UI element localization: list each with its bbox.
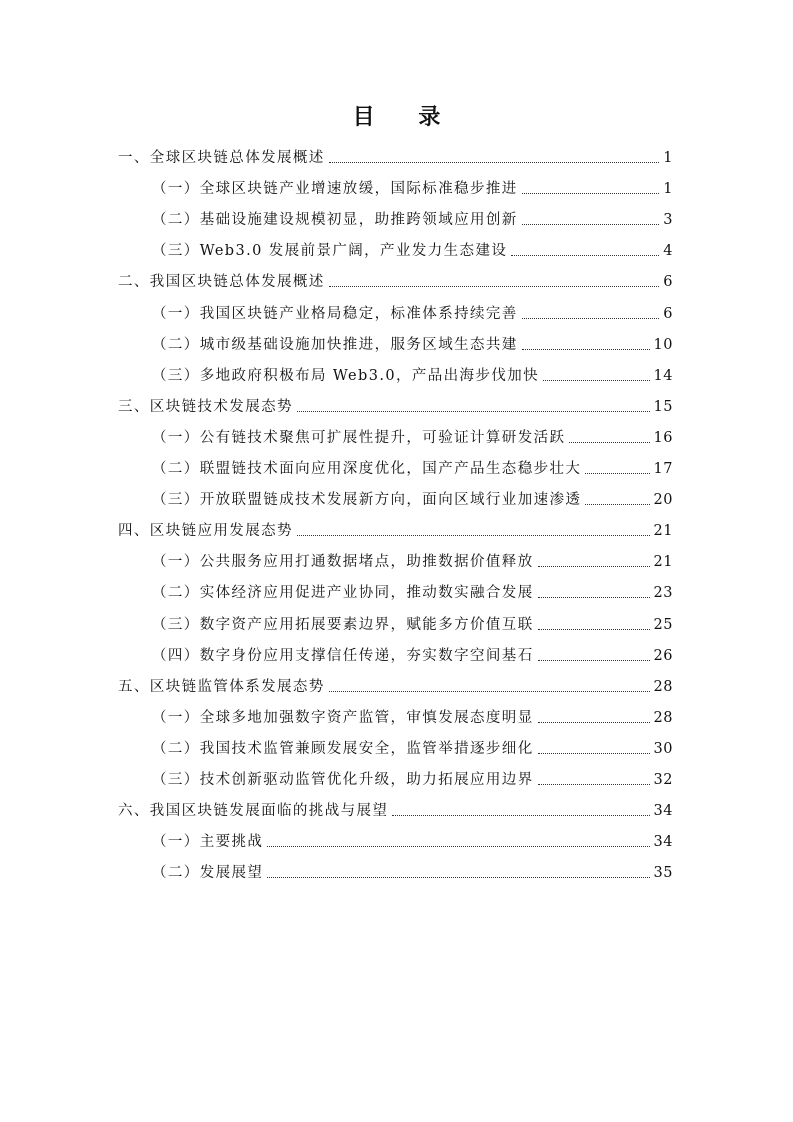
toc-entry-page-number: 3 (663, 212, 673, 229)
toc-entry-label: （二）基础设施建设规模初显，助推跨领域应用创新 (152, 212, 518, 229)
toc-entry-label: （一）全球区块链产业增速放缓，国际标准稳步推进 (152, 181, 518, 198)
toc-entry-page-number: 14 (653, 367, 673, 384)
toc-entry-label: （三）开放联盟链成技术发展新方向，面向区域行业加速渗透 (152, 492, 582, 509)
dot-leader (543, 380, 649, 381)
dot-leader (297, 411, 650, 412)
toc-entry[interactable] (152, 701, 673, 727)
dot-leader (329, 286, 660, 287)
toc-entry-label: （一）全球多地加强数字资产监管，审慎发展态度明显 (152, 709, 534, 726)
toc-entry[interactable] (152, 234, 673, 260)
dot-leader (267, 877, 649, 878)
toc-entry[interactable] (118, 141, 673, 167)
toc-entry-label: （一）公有链技术聚焦可扩展性提升，可验证计算研发活跃 (152, 429, 566, 446)
toc-entry-label: （二）实体经济应用促进产业协同，推动数实融合发展 (152, 585, 534, 602)
toc-entry[interactable] (152, 763, 673, 789)
toc-entry-label: （三）多地政府积极布局 Web3.0，产品出海步伐加快 (152, 367, 540, 384)
toc-entry[interactable] (152, 421, 673, 447)
toc-entry-page-number: 34 (653, 803, 673, 820)
dot-leader (392, 815, 649, 816)
toc-entry-page-number: 30 (653, 740, 673, 757)
toc-entry-page-number: 1 (663, 150, 673, 166)
toc-entry[interactable] (152, 452, 673, 478)
dot-leader (297, 535, 650, 536)
dot-leader (538, 660, 650, 661)
dot-leader (522, 224, 660, 225)
toc-entry-label: （三）技术创新驱动监管优化升级，助力拓展应用边界 (152, 772, 534, 788)
toc-entry-page-number: 35 (653, 865, 673, 882)
toc-entry[interactable] (152, 576, 673, 602)
toc-entry-page-number: 23 (653, 585, 673, 602)
toc-entry-page-number: 21 (653, 523, 673, 540)
page-title: 目 录 (352, 105, 459, 130)
toc-entry[interactable] (152, 856, 673, 882)
toc-entry-page-number: 25 (653, 616, 673, 633)
toc-entry-page-number: 32 (653, 772, 673, 788)
toc-entry[interactable] (152, 297, 673, 323)
dot-leader (511, 255, 659, 256)
toc-entry[interactable] (152, 172, 673, 198)
toc-entry-label: 六、我国区块链发展面临的挑战与展望 (118, 803, 389, 820)
dot-leader (538, 629, 650, 630)
toc-entry[interactable] (118, 390, 673, 416)
dot-leader (538, 566, 650, 567)
dot-leader (538, 722, 650, 723)
toc-entry-page-number: 16 (653, 429, 673, 446)
toc-entry-label: （四）数字身份应用支撑信任传递，夯实数字空间基石 (152, 647, 534, 664)
toc-entry-label: （三）Web3.0 发展前景广阔，产业发力生态建设 (152, 243, 508, 260)
toc-entry-label: 四、区块链应用发展态势 (118, 523, 293, 540)
dot-leader (522, 349, 650, 350)
toc-entry[interactable] (118, 794, 673, 820)
dot-leader (585, 473, 649, 474)
toc-entry-label: （二）城市级基础设施加快推进，服务区域生态共建 (152, 336, 518, 353)
dot-leader (522, 193, 660, 194)
toc-entry-page-number: 34 (653, 834, 673, 851)
toc-entry[interactable] (152, 545, 673, 571)
toc-entry-label: （一）主要挑战 (152, 834, 264, 851)
toc-entry-page-number: 4 (663, 243, 673, 260)
toc-entry[interactable] (152, 328, 673, 354)
toc-entry-page-number: 6 (663, 274, 673, 291)
toc-entry[interactable] (152, 483, 673, 509)
toc-entry-label: 五、区块链监管体系发展态势 (118, 678, 325, 695)
dot-leader (267, 846, 649, 847)
toc-entry[interactable] (152, 203, 673, 229)
dot-leader (538, 753, 650, 754)
dot-leader (522, 318, 660, 319)
toc-entry[interactable] (118, 670, 673, 696)
toc-entry-page-number: 15 (653, 398, 673, 415)
toc-entry-page-number: 21 (653, 554, 673, 571)
toc-entry[interactable] (152, 359, 673, 385)
toc-entry-label: 三、区块链技术发展态势 (118, 398, 293, 415)
toc-entry-page-number: 28 (653, 678, 673, 695)
toc-entry[interactable] (152, 825, 673, 851)
toc-entry-label: （二）联盟链技术面向应用深度优化，国产产品生态稳步壮大 (152, 461, 582, 477)
dot-leader (538, 784, 650, 785)
toc-entry[interactable] (152, 732, 673, 758)
toc-entry-label: （一）我国区块链产业格局稳定，标准体系持续完善 (152, 305, 518, 322)
toc-entry-page-number: 28 (653, 709, 673, 726)
dot-leader (569, 442, 649, 443)
dot-leader (538, 597, 650, 598)
toc-entry-label: （二）发展展望 (152, 865, 264, 882)
dot-leader (329, 162, 660, 163)
toc-entry-label: （三）数字资产应用拓展要素边界，赋能多方价值互联 (152, 616, 534, 633)
toc-entry-page-number: 10 (653, 336, 673, 353)
toc-entry-page-number: 6 (663, 305, 673, 322)
toc-entry-label: （二）我国技术监管兼顾发展安全，监管举措逐步细化 (152, 740, 534, 757)
dot-leader (329, 691, 650, 692)
toc-entry[interactable] (152, 639, 673, 665)
toc-entry[interactable] (152, 608, 673, 634)
toc-entry-page-number: 20 (653, 492, 673, 509)
toc-entry-label: （一）公共服务应用打通数据堵点，助推数据价值释放 (152, 554, 534, 571)
toc-entry[interactable] (118, 514, 673, 540)
toc-entry-page-number: 1 (663, 181, 673, 198)
toc-entry-page-number: 17 (653, 461, 673, 477)
toc-entry-label: 二、我国区块链总体发展概述 (118, 274, 325, 291)
toc-entry-page-number: 26 (653, 647, 673, 664)
dot-leader (585, 504, 649, 505)
toc-entry-label: 一、全球区块链总体发展概述 (118, 150, 325, 166)
toc-entry[interactable] (118, 265, 673, 291)
